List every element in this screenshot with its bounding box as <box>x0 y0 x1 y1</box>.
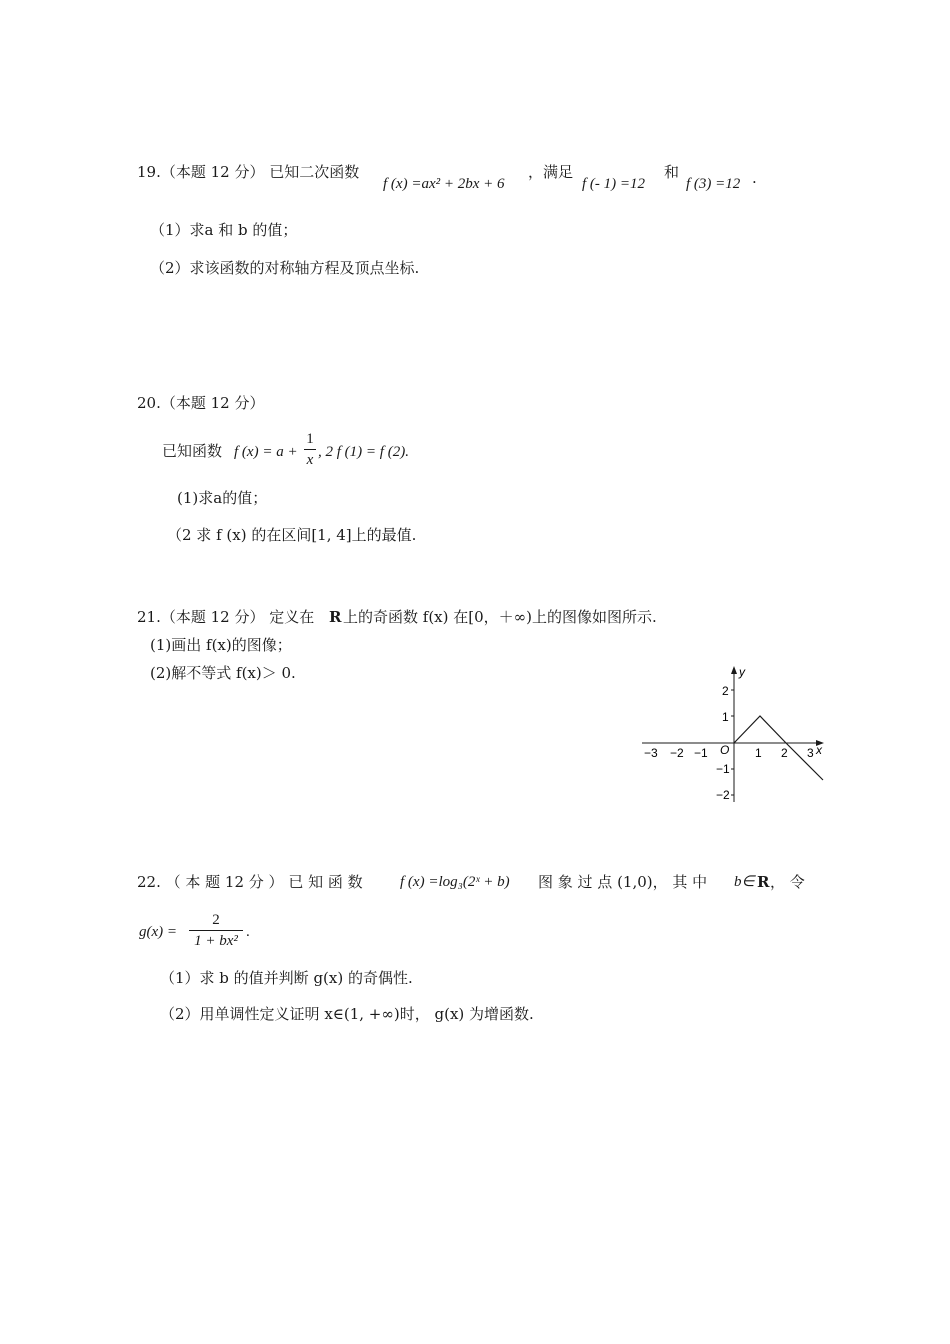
x-tick-label: −2 <box>670 746 684 760</box>
q20-fraction <box>304 430 316 469</box>
x-tick-label: 3 <box>807 746 814 760</box>
q22-g-lhs: g(x) = <box>139 924 178 940</box>
q19-condition-2: f (3) =12 <box>686 176 741 192</box>
q22-title-c: ， 令 <box>770 873 805 891</box>
q22-period: . <box>246 924 250 940</box>
y-tick-label: 1 <box>722 710 729 724</box>
origin-label: O <box>720 743 730 757</box>
q19-part-2: （2）求该函数的对称轴方程及顶点坐标. <box>150 259 420 277</box>
q19-part-1: （1）求a 和 b 的值； <box>150 221 298 239</box>
q20-fraction-denominator: x <box>306 452 314 468</box>
q22-fraction-numerator: 2 <box>212 912 220 928</box>
y-tick-label: −2 <box>716 788 730 802</box>
q22-b-in: b∈ <box>734 874 755 890</box>
q19-and: 和 <box>664 163 680 181</box>
q20-part-2: （2 求 f (x) 的在区间[1, 4]上的最值. <box>167 526 417 544</box>
q22-title-b: 图 象 过 点 (1,0)， 其 中 <box>538 873 708 891</box>
q20-intro: 已知函数 <box>162 442 223 460</box>
q19-formula: f (x) =ax² + 2bx + 6 <box>383 176 505 192</box>
q20-title: 20.（本题 12 分） <box>137 394 265 412</box>
q19-condition-text: ，满足 <box>528 163 574 181</box>
q22-fraction <box>189 911 243 950</box>
q21-part-1: (1)画出 f(x)的图像； <box>150 636 292 654</box>
q22-function: f (x) =log₃(2ˣ + b) <box>400 874 510 890</box>
q20-fraction-numerator: 1 <box>306 431 314 447</box>
q22-title-a: 22. （ 本 题 12 分 ） 已 知 函 数 <box>137 873 363 891</box>
q21-title-R: R <box>329 608 342 626</box>
q19-condition-1: f (- 1) =12 <box>582 176 646 192</box>
q21-title-b: 上的奇函数 f(x) 在[0，＋∞)上的图像如图所示. <box>343 608 657 626</box>
q19-period: . <box>752 169 757 187</box>
x-tick-label: −1 <box>694 746 708 760</box>
q20-part-1: (1)求a的值； <box>177 489 268 507</box>
x-tick-label: 2 <box>781 746 788 760</box>
q19-title: 19.（本题 12 分） 已知二次函数 <box>137 163 360 181</box>
q22-part-2: （2）用单调性定义证明 x∈(1, +∞)时， g(x) 为增函数. <box>160 1005 534 1023</box>
q22-R: R <box>757 873 770 891</box>
q20-condition: , 2 f (1) = f (2). <box>318 444 409 460</box>
q20-function: f (x) = a + <box>234 444 298 460</box>
q22-fraction-denominator: 1 + bx² <box>194 933 238 949</box>
y-axis-label: y <box>739 665 745 679</box>
q22-part-1: （1）求 b 的值并判断 g(x) 的奇偶性. <box>160 969 413 987</box>
x-tick-label: −3 <box>644 746 658 760</box>
y-axis-arrow <box>731 666 737 674</box>
q21-part-2: (2)解不等式 f(x)＞ 0. <box>150 664 296 682</box>
y-tick-label: 2 <box>722 684 729 698</box>
x-axis-label: x <box>816 743 822 757</box>
x-tick-label: 1 <box>755 746 762 760</box>
q21-title-a: 21.（本题 12 分） 定义在 <box>137 608 315 626</box>
function-graph <box>630 660 840 810</box>
y-tick-label: −1 <box>716 762 730 776</box>
